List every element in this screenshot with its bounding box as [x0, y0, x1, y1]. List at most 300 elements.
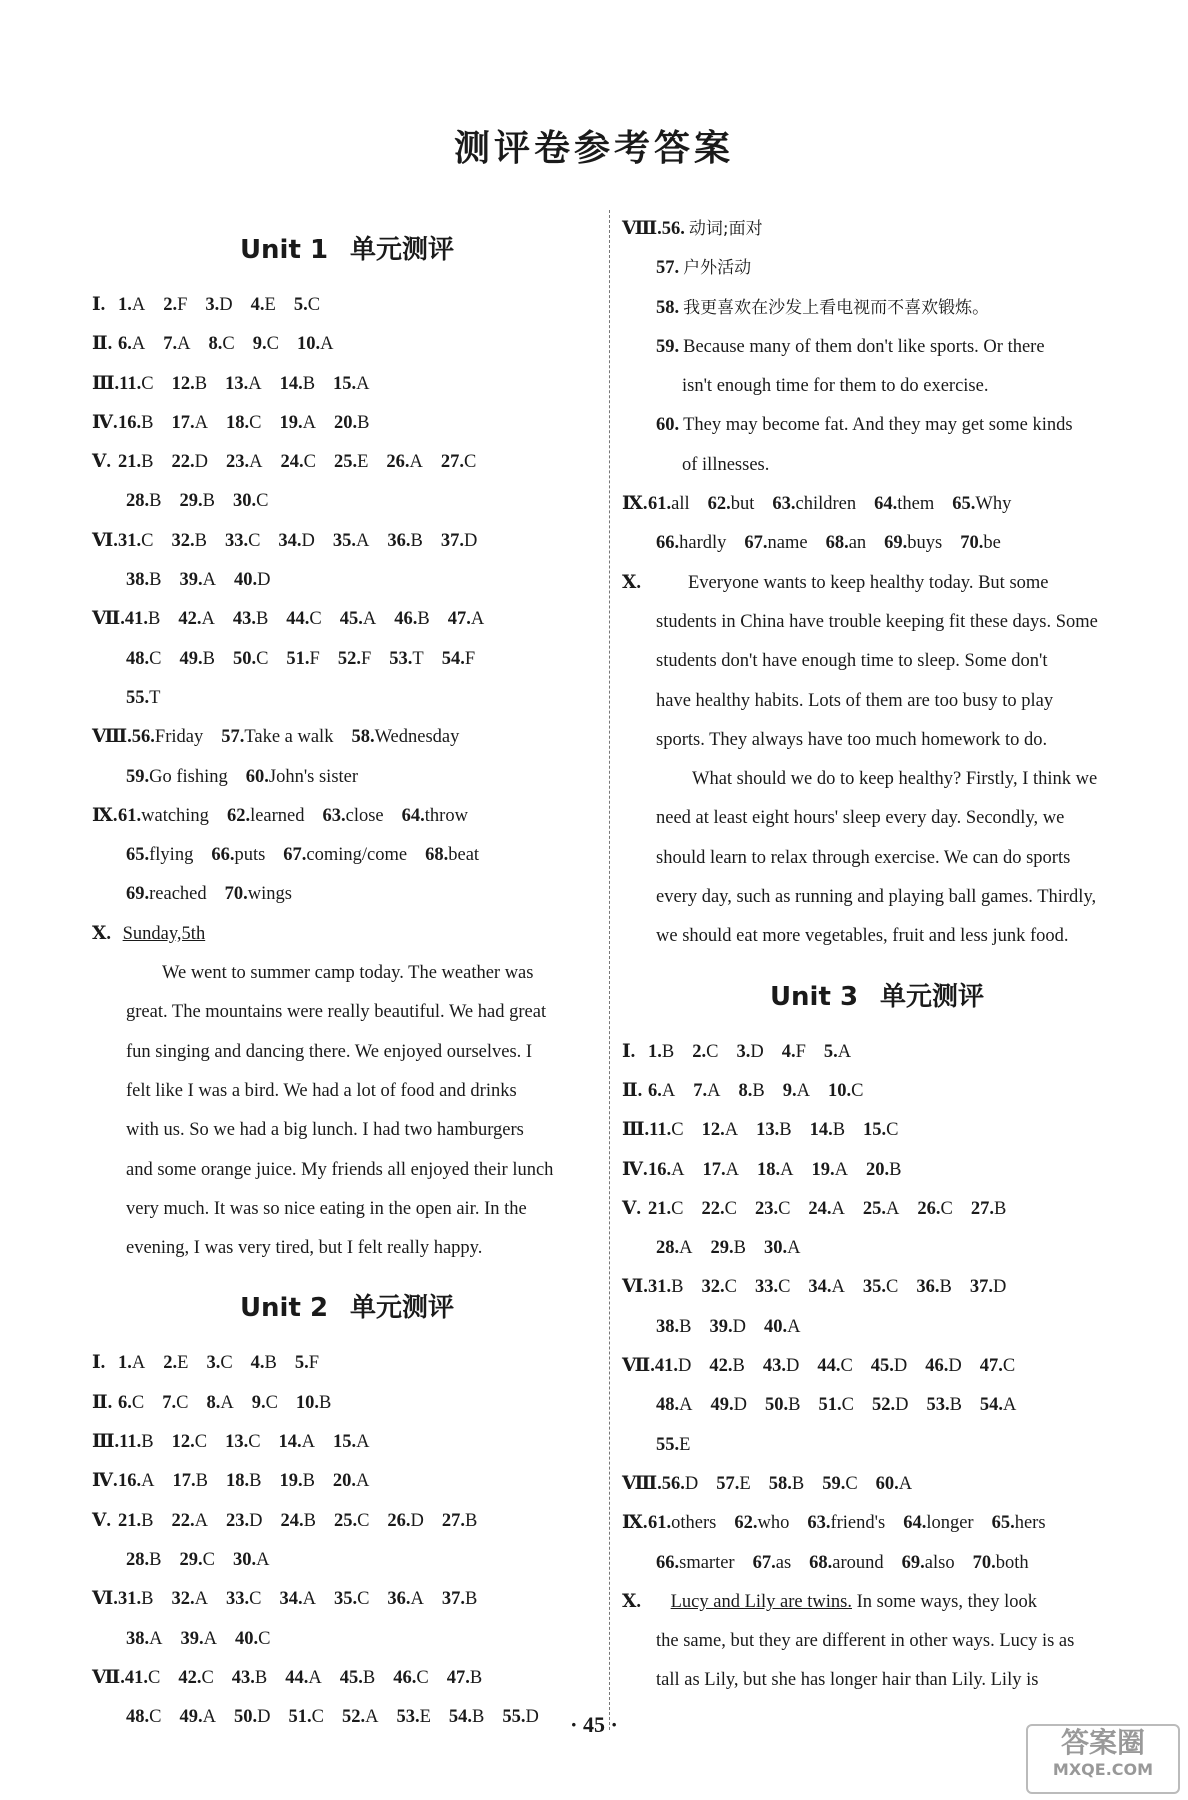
answer-value: A: [831, 1277, 845, 1298]
answer-value: reached: [149, 884, 207, 905]
question-number: 5.: [293, 295, 308, 315]
answer-value: F: [360, 648, 372, 669]
answer-value: C: [357, 1510, 370, 1531]
question-number: 8.: [738, 1080, 753, 1101]
question-number: 6.: [118, 1392, 132, 1413]
answer-row: [622, 328, 1132, 367]
answer-item: [172, 365, 207, 404]
question-number: 69.: [884, 533, 908, 554]
question-number: 2.: [163, 1353, 178, 1374]
answer-value: C: [940, 1198, 953, 1219]
answer-item: [757, 1151, 794, 1190]
question-number: 68.: [825, 533, 849, 554]
answer-row: [92, 718, 602, 757]
answer-item: [340, 600, 377, 639]
answer-item: [764, 1308, 801, 1347]
question-number: 59.: [126, 766, 150, 787]
question-number: 8.: [208, 334, 223, 355]
answer-value: C: [176, 1392, 189, 1413]
question-number: 32.: [701, 1277, 725, 1298]
answer-item: [648, 485, 690, 524]
question-number: 46.: [394, 609, 418, 630]
essay-first-rest: In some ways, they look: [856, 1591, 1037, 1612]
question-number: 39.: [179, 570, 203, 591]
answer-value: C: [309, 609, 322, 630]
answer-item: [333, 1462, 370, 1501]
answer-item: [226, 1462, 261, 1501]
question-number: 14.: [809, 1120, 833, 1141]
answer-value: C: [202, 1549, 215, 1570]
question-number: 45.: [339, 609, 363, 630]
question-number: 40.: [763, 1316, 788, 1337]
answer-item: [441, 522, 478, 561]
answer-item: [973, 1544, 1029, 1583]
answer-item: [171, 1580, 208, 1619]
question-number: 36.: [387, 530, 411, 551]
unit1-essay-header: [92, 915, 602, 954]
answer-item: [246, 758, 358, 797]
question-number: 69.: [126, 884, 150, 905]
answer-value: A: [410, 1589, 424, 1610]
question-number: 19.: [811, 1159, 835, 1180]
answer-value: B: [752, 1080, 765, 1101]
question-number: 54.: [441, 648, 465, 669]
question-number: 4.: [250, 295, 265, 315]
answer-item: [702, 1111, 739, 1150]
question-number: 38.: [126, 570, 150, 591]
question-number: 28.: [656, 1238, 680, 1259]
answer-row: [92, 561, 602, 600]
answer-row: [92, 797, 602, 836]
question-number: 39.: [180, 1628, 204, 1649]
answer-value: D: [677, 1356, 692, 1377]
question-number: 53.: [926, 1395, 950, 1416]
question-number: 22.: [171, 452, 195, 473]
question-number: 6.: [648, 1080, 662, 1101]
answer-value: hers: [1014, 1513, 1046, 1534]
answer-value: D: [992, 1277, 1007, 1298]
question-number: 45.: [870, 1356, 894, 1377]
question-number: 48.: [126, 1707, 150, 1728]
question-number: 63.: [322, 805, 346, 826]
question-number: 48.: [656, 1395, 680, 1416]
question-number: 61.: [648, 1513, 672, 1534]
answer-item: [126, 1541, 161, 1580]
answer-item: [221, 718, 333, 757]
answer-value: They may become fat. And they may get some kinds: [683, 415, 1073, 436]
question-number: 4.: [250, 1353, 265, 1374]
answer-row: [92, 482, 602, 521]
answer-value: T: [412, 648, 424, 669]
question-number: 55.: [126, 687, 150, 708]
question-number: 20.: [866, 1159, 890, 1180]
answer-item: [118, 1384, 144, 1423]
answer-item: [125, 600, 160, 639]
essay-line: [622, 564, 1132, 603]
answer-item: [952, 485, 1011, 524]
section-label: Ⅰ.: [622, 1041, 636, 1062]
question-number: 11.: [119, 1432, 142, 1453]
question-number: 15.: [863, 1120, 887, 1141]
answer-item: [118, 1462, 155, 1501]
answer-item: [693, 1072, 720, 1111]
question-number: 25.: [333, 452, 358, 473]
question-number: 57.: [221, 727, 245, 748]
answer-value: D: [732, 1316, 746, 1337]
answer-value: B: [141, 1432, 154, 1453]
section-label: Ⅶ.: [622, 1356, 655, 1377]
answer-value: B: [141, 1589, 154, 1610]
answer-value: D: [257, 570, 271, 591]
question-number: 60.: [245, 766, 269, 787]
answer-value: A: [131, 334, 146, 355]
answer-value: an: [848, 533, 867, 554]
answer-row: [92, 836, 602, 875]
answer-value: A: [249, 452, 263, 473]
answer-value: B: [254, 1667, 268, 1688]
answer-value: A: [194, 1589, 208, 1610]
answer-item: [970, 1268, 1007, 1307]
answer-item: [179, 482, 214, 521]
question-number: 22.: [701, 1198, 725, 1219]
answer-value: B: [255, 609, 269, 630]
answer-value: B: [661, 1041, 675, 1062]
answer-item: [119, 1423, 153, 1462]
answer-value: C: [778, 1277, 791, 1298]
section-label: Ⅲ.: [92, 1432, 120, 1453]
essay-line: very much. It was so nice eating in the open air. In the: [126, 1198, 527, 1219]
section-label: Ⅸ.: [92, 805, 118, 826]
question-number: 60.: [656, 415, 680, 436]
answer-value: B: [472, 1707, 485, 1728]
answer-item: [701, 1190, 736, 1229]
answer-item: [225, 1423, 260, 1462]
question-number: 26.: [387, 1510, 411, 1531]
question-number: 63.: [807, 1513, 831, 1534]
question-number: 59.: [822, 1473, 846, 1494]
essay-line: the same, but they are different in other ways. Lucy is as: [656, 1631, 1075, 1652]
answer-value: A: [194, 1510, 208, 1531]
answer-item: [863, 1111, 898, 1150]
answer-value: A: [787, 1316, 801, 1337]
answer-item: [824, 1033, 851, 1072]
question-number: 54.: [979, 1395, 1004, 1416]
answer-item: [960, 524, 1001, 563]
question-number: 32.: [171, 1589, 195, 1610]
essay-line: we should eat more vegetables, fruit and less junk food.: [656, 926, 1069, 947]
section-label: Ⅹ.: [92, 923, 111, 944]
answer-item: [179, 1541, 214, 1580]
answer-value: C: [778, 1198, 791, 1219]
answer-item: [280, 443, 315, 482]
answer-item: [118, 1344, 145, 1383]
answer-item: [234, 561, 271, 600]
answer-item: [118, 1580, 153, 1619]
answer-item: [226, 404, 261, 443]
answer-row: [92, 679, 602, 718]
answer-value: A: [356, 1432, 370, 1453]
answer-row: [622, 1268, 1132, 1307]
section-label: Ⅳ.: [92, 412, 118, 433]
question-number: 12.: [171, 373, 195, 394]
answer-item: [744, 524, 807, 563]
section-label: Ⅶ.: [92, 609, 125, 630]
answer-value: D: [684, 1473, 699, 1494]
answer-value: B: [362, 1667, 376, 1688]
question-number: 23.: [754, 1198, 779, 1219]
answer-item: [171, 1502, 208, 1541]
answer-value: C: [194, 1432, 208, 1453]
question-number: 25.: [862, 1198, 887, 1219]
answer-item: [334, 1580, 369, 1619]
question-number: 70.: [224, 884, 248, 905]
question-number: 55.: [656, 1434, 680, 1455]
answer-value: A: [131, 295, 146, 315]
question-number: 9.: [252, 334, 267, 355]
question-number: 58.: [768, 1473, 792, 1494]
question-number: 38.: [656, 1316, 680, 1337]
answer-item: [232, 1659, 267, 1698]
question-number: 28.: [126, 1549, 150, 1570]
answer-value: B: [832, 1120, 846, 1141]
section-label: Ⅱ.: [92, 334, 113, 355]
answer-item: [874, 485, 934, 524]
essay-line: students in China have trouble keeping fit these days. Some: [656, 611, 1098, 632]
question-number: 43.: [232, 609, 256, 630]
answer-value: B: [994, 1198, 1007, 1219]
answer-row: [92, 522, 602, 561]
question-number: 56.: [661, 1473, 685, 1494]
answer-item: [809, 1544, 884, 1583]
answer-value: friend's: [830, 1513, 886, 1534]
answer-item: [739, 1072, 765, 1111]
answer-value: beat: [448, 845, 480, 866]
answer-item: [442, 640, 475, 679]
question-number: 54.: [448, 1707, 472, 1728]
answer-item: [871, 1347, 908, 1386]
question-number: 26.: [917, 1198, 941, 1219]
answer-value: E: [679, 1434, 691, 1455]
answer-item: [447, 1659, 482, 1698]
answer-value: B: [319, 1392, 332, 1413]
answer-row: [622, 1033, 1132, 1072]
question-number: 29.: [179, 1549, 203, 1570]
question-number: 55.: [502, 1707, 526, 1728]
answer-value: children: [795, 494, 857, 515]
answer-value: B: [417, 609, 430, 630]
answer-item: [333, 1423, 370, 1462]
answer-row: [92, 365, 602, 404]
unit2-answers: [92, 1344, 602, 1737]
answer-value: C: [671, 1120, 684, 1141]
question-number: 13.: [225, 1432, 249, 1453]
section-label: Ⅹ.: [622, 1591, 641, 1612]
answer-value: A: [302, 412, 316, 433]
answer-item: [872, 1386, 909, 1425]
answer-item: [863, 1190, 900, 1229]
question-number: 19.: [279, 1471, 303, 1492]
answer-item: [884, 524, 942, 563]
answer-row: [622, 1386, 1132, 1425]
answer-row: [622, 1504, 1132, 1543]
question-number: 4.: [781, 1041, 796, 1062]
question-number: 23.: [225, 1510, 250, 1531]
section-label: Ⅲ.: [622, 1120, 650, 1141]
answer-item: [656, 1386, 693, 1425]
answer-item: [863, 1268, 898, 1307]
question-number: 51.: [818, 1395, 842, 1416]
question-number: 23.: [225, 452, 250, 473]
question-number: 32.: [171, 530, 195, 551]
answer-item: [736, 1033, 763, 1072]
answer-item: [822, 1465, 857, 1504]
question-number: 29.: [710, 1238, 734, 1259]
answer-item: [655, 1347, 692, 1386]
question-number: 68.: [425, 845, 449, 866]
answer-value: D: [249, 1510, 263, 1531]
answer-item: [442, 1502, 477, 1541]
answer-item: [812, 1151, 849, 1190]
answer-value: A: [356, 530, 370, 551]
question-number: 43.: [231, 1667, 255, 1688]
answer-value: C: [249, 1589, 262, 1610]
answer-item: [163, 1344, 188, 1383]
question-number: 31.: [118, 1589, 142, 1610]
unit3-label: 单元测评: [880, 981, 985, 1012]
answer-item: [448, 600, 485, 639]
answer-value: C: [303, 452, 316, 473]
answer-value: C: [671, 1198, 684, 1219]
question-number: 47.: [447, 609, 471, 630]
answer-value: C: [841, 1395, 854, 1416]
essay-line: We went to summer camp today. The weather was: [162, 963, 534, 984]
answer-item: [425, 836, 479, 875]
answer-item: [334, 404, 369, 443]
question-number: 66.: [211, 845, 235, 866]
answer-value: B: [141, 452, 154, 473]
question-number: 17.: [702, 1159, 726, 1180]
question-number: 40.: [235, 1628, 259, 1649]
answer-value: C: [1002, 1356, 1016, 1377]
answer-item: [808, 1268, 845, 1307]
answer-row: [622, 446, 1132, 485]
answer-item: [755, 1268, 790, 1307]
answer-item: [334, 443, 368, 482]
answer-value: C: [249, 412, 262, 433]
answer-item: [252, 1384, 278, 1423]
answer-item: [807, 1504, 885, 1543]
answer-value: D: [301, 530, 315, 551]
essay-line: felt like I was a bird. We had a lot of food and drinks: [126, 1080, 517, 1101]
question-number: 67.: [283, 845, 307, 866]
answer-item: [178, 600, 215, 639]
answer-value: B: [791, 1473, 805, 1494]
answer-item: [280, 1502, 315, 1541]
answer-value: F: [309, 648, 320, 669]
unit3-name: Unit 3: [769, 981, 859, 1012]
question-number: 24.: [280, 1510, 304, 1531]
answer-item: [701, 1268, 736, 1307]
answer-row: [92, 1423, 602, 1462]
question-number: 10.: [295, 1392, 320, 1413]
question-number: 43.: [762, 1356, 786, 1377]
question-number: 65.: [126, 845, 150, 866]
answer-item: [402, 797, 468, 836]
unit1-name: Unit 1: [239, 235, 329, 265]
answer-item: [925, 1347, 962, 1386]
answer-item: [917, 1190, 952, 1229]
section-label: Ⅴ.: [92, 452, 111, 473]
answer-item: [810, 1111, 845, 1150]
answer-value: A: [671, 1159, 685, 1180]
answer-row: [92, 1620, 602, 1659]
question-number: 20.: [332, 1471, 357, 1492]
question-number: 12.: [701, 1120, 725, 1141]
answer-value: C: [258, 1628, 271, 1649]
answer-value: A: [796, 1080, 810, 1101]
answer-item: [296, 1384, 331, 1423]
answer-value: Go fishing: [149, 766, 228, 787]
question-number: 65.: [991, 1513, 1015, 1534]
answer-value: B: [732, 1356, 745, 1377]
answer-value: puts: [234, 845, 266, 866]
answer-value: buys: [907, 533, 943, 554]
answer-value: F: [177, 295, 188, 315]
answer-value: C: [266, 334, 279, 355]
answer-item: [903, 1504, 973, 1543]
answer-item: [656, 1426, 690, 1465]
answer-value: A: [787, 1238, 801, 1259]
answer-item: [817, 1347, 852, 1386]
question-number: 44.: [817, 1356, 841, 1377]
question-number: 21.: [118, 452, 142, 473]
answer-value: name: [767, 533, 808, 554]
answer-value: A: [1003, 1395, 1017, 1416]
question-number: 3.: [206, 1353, 221, 1374]
answer-item: [126, 640, 161, 679]
question-number: 21.: [118, 1510, 142, 1531]
question-number: 48.: [126, 648, 150, 669]
answer-value: 户外活动: [683, 258, 752, 279]
question-number: 10.: [827, 1080, 852, 1101]
answer-value: F: [795, 1041, 806, 1062]
answer-item: [394, 600, 429, 639]
question-number: 18.: [225, 412, 250, 433]
question-number: 3.: [205, 295, 220, 315]
answer-value: B: [195, 1471, 208, 1492]
answer-value: who: [757, 1513, 790, 1534]
answer-item: [753, 1544, 792, 1583]
answer-item: [283, 836, 407, 875]
question-number: 14.: [278, 1432, 302, 1453]
answer-value: John's sister: [268, 766, 359, 787]
question-number: 9.: [782, 1080, 797, 1101]
answer-item: [756, 1111, 791, 1150]
question-number: 53.: [396, 1707, 420, 1728]
question-number: 27.: [441, 1510, 466, 1531]
answer-value: C: [464, 452, 477, 473]
answer-value: D: [464, 530, 478, 551]
answer-value: 动词;面对: [688, 219, 763, 239]
question-number: 70.: [960, 533, 984, 554]
right-column: [622, 210, 1132, 1701]
question-number: 51.: [286, 648, 310, 669]
question-number: 52.: [341, 1707, 366, 1728]
answer-row: [622, 1190, 1132, 1229]
answer-item: [662, 1465, 699, 1504]
answer-value: C: [886, 1120, 899, 1141]
answer-item: [295, 1344, 319, 1383]
